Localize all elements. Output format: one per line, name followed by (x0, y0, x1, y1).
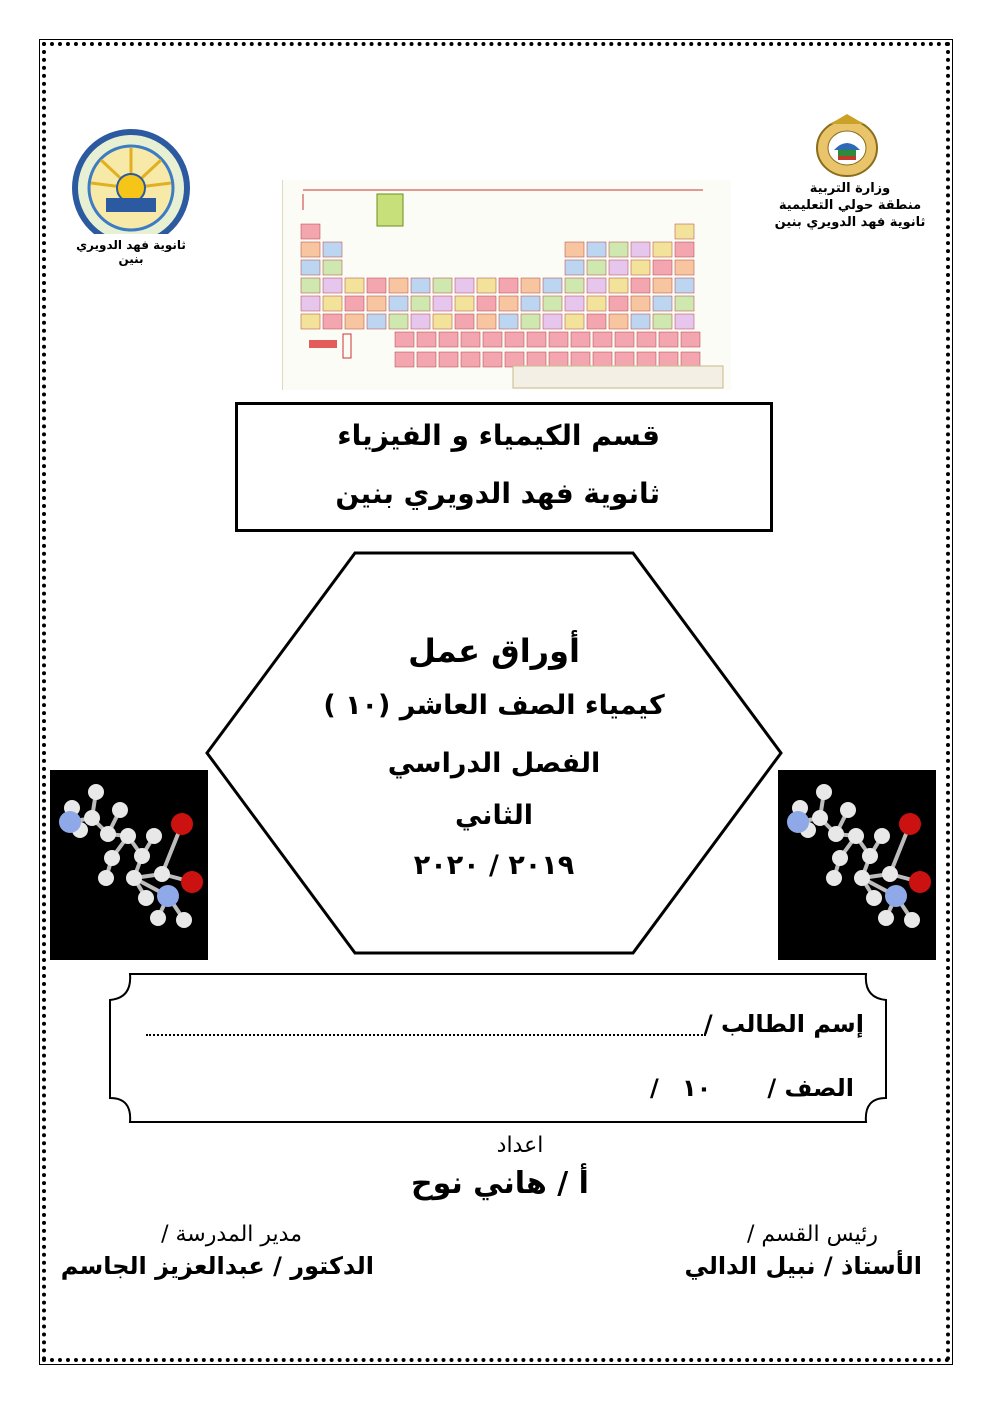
element-cell (389, 278, 408, 293)
element-cell (565, 296, 584, 311)
element-cell (323, 260, 342, 275)
molecule-atom (171, 813, 193, 835)
student-name-label: إسم الطالب / (703, 1010, 864, 1038)
element-cell (367, 314, 386, 329)
molecule-atom (146, 828, 162, 844)
molecule-atom (138, 890, 154, 906)
element-cell (615, 352, 634, 367)
element-cell (543, 314, 562, 329)
element-cell (549, 352, 568, 367)
element-cell (301, 296, 320, 311)
molecule-atom (59, 811, 81, 833)
element-cell (631, 242, 650, 257)
element-cell (615, 332, 634, 347)
element-cell (323, 278, 342, 293)
element-cell (345, 278, 364, 293)
molecule-atom (126, 870, 142, 886)
element-cell (637, 352, 656, 367)
semester-label: الفصل الدراسي (387, 748, 601, 779)
element-cell (345, 296, 364, 311)
element-cell (389, 314, 408, 329)
molecule-atom (816, 784, 832, 800)
molecule-atom (862, 848, 878, 864)
element-cell (417, 332, 436, 347)
subject-grade: كيمياء الصف العاشر (١٠ ) (323, 690, 665, 721)
element-cell (675, 224, 694, 239)
school-line: ثانوية فهد الدويري بنين (774, 215, 926, 230)
element-cell (675, 296, 694, 311)
periodic-table-image (282, 180, 731, 390)
class-separator: / (650, 1074, 659, 1102)
element-cell (345, 314, 364, 329)
element-cell (587, 242, 606, 257)
element-cell (609, 242, 628, 257)
element-cell (505, 332, 524, 347)
molecule-atom (112, 802, 128, 818)
molecule-atom (98, 870, 114, 886)
element-cell (455, 296, 474, 311)
molecule-atom (150, 910, 166, 926)
molecule-atom (88, 784, 104, 800)
molecule-atom (854, 870, 870, 886)
element-cell (301, 260, 320, 275)
element-cell (323, 314, 342, 329)
element-cell (433, 314, 452, 329)
element-cell (565, 260, 584, 275)
molecule-atom (866, 890, 882, 906)
element-cell (301, 224, 320, 239)
element-cell (653, 278, 672, 293)
element-cell (417, 352, 436, 367)
element-cell (411, 278, 430, 293)
molecule-atom (812, 810, 828, 826)
element-cell (301, 314, 320, 329)
element-cell (675, 260, 694, 275)
element-cell (609, 314, 628, 329)
element-cell (389, 296, 408, 311)
element-cell (631, 260, 650, 275)
molecule-atom (104, 850, 120, 866)
element-cell (395, 352, 414, 367)
element-cell (565, 314, 584, 329)
element-cell (433, 278, 452, 293)
element-cell (565, 242, 584, 257)
department-head-name: الأستاذ / نبيل الدالي (684, 1252, 922, 1280)
molecule-atom (157, 885, 179, 907)
element-cell (461, 332, 480, 347)
molecule-atom (840, 802, 856, 818)
element-cell (499, 278, 518, 293)
element-cell (477, 314, 496, 329)
element-cell (587, 260, 606, 275)
ministry-emblem (808, 112, 886, 180)
molecule-atom (787, 811, 809, 833)
molecule-atom (828, 826, 844, 842)
element-cell (571, 332, 590, 347)
element-cell (461, 352, 480, 367)
element-cell (631, 314, 650, 329)
molecule-atom (878, 910, 894, 926)
school-logo-caption: ثانوية فهد الدويري بنين (76, 238, 186, 266)
molecule-atom (100, 826, 116, 842)
molecule-image-right (778, 770, 936, 960)
element-cell (565, 278, 584, 293)
element-cell (609, 296, 628, 311)
element-cell (587, 296, 606, 311)
element-cell (527, 352, 546, 367)
element-cell (543, 296, 562, 311)
semester-value: الثاني (454, 800, 533, 831)
element-cell (505, 352, 524, 367)
molecule-atom (134, 848, 150, 864)
class-value: ١٠ (682, 1074, 712, 1102)
molecule-atom (84, 810, 100, 826)
molecule-atom (904, 912, 920, 928)
prepared-by-label: اعداد (496, 1133, 544, 1158)
element-cell (301, 278, 320, 293)
element-cell (681, 352, 700, 367)
molecule-atom (882, 866, 898, 882)
molecule-atom (154, 866, 170, 882)
element-cell (411, 296, 430, 311)
department-title: قسم الكيمياء و الفيزياء (337, 419, 660, 452)
school-title: ثانوية فهد الدويري بنين (335, 477, 660, 510)
ministry-line: وزارة التربية (809, 181, 891, 196)
ministry-header (760, 180, 940, 231)
element-cell (653, 296, 672, 311)
district-line: منطقة حولي التعليمية (778, 198, 922, 213)
element-cell (521, 296, 540, 311)
principal-label: مدير المدرسة / (161, 1222, 302, 1247)
element-cell (659, 332, 678, 347)
element-cell (477, 296, 496, 311)
molecule-atom (120, 828, 136, 844)
element-cell (653, 260, 672, 275)
element-cell (439, 352, 458, 367)
element-cell (455, 314, 474, 329)
element-cell (593, 352, 612, 367)
molecule-atom (176, 912, 192, 928)
element-cell (477, 278, 496, 293)
class-label: الصف / (767, 1074, 854, 1102)
element-cell (653, 314, 672, 329)
element-cell (323, 296, 342, 311)
molecule-atom (826, 870, 842, 886)
element-cell (301, 242, 320, 257)
element-cell (433, 296, 452, 311)
element-cell (499, 314, 518, 329)
element-cell (593, 332, 612, 347)
molecule-atom (848, 828, 864, 844)
element-cell (653, 242, 672, 257)
element-cell (609, 260, 628, 275)
element-cell (367, 278, 386, 293)
element-cell (587, 278, 606, 293)
principal-name: الدكتور / عبدالعزيز الجاسم (60, 1252, 374, 1280)
element-cell (659, 352, 678, 367)
element-cell (521, 278, 540, 293)
element-cell (631, 296, 650, 311)
molecule-image-left (50, 770, 208, 960)
element-cell (367, 296, 386, 311)
element-cell (411, 314, 430, 329)
student-name-field[interactable] (146, 1034, 706, 1036)
element-cell (439, 332, 458, 347)
academic-year: ٢٠١٩ / ٢٠٢٠ (413, 850, 575, 881)
element-cell (675, 242, 694, 257)
element-cell (543, 278, 562, 293)
department-title-box (235, 402, 773, 532)
element-cell (527, 332, 546, 347)
molecule-atom (909, 871, 931, 893)
molecule-atom (832, 850, 848, 866)
element-cell (631, 278, 650, 293)
element-cell (549, 332, 568, 347)
element-cell (499, 296, 518, 311)
worksheets-title: أوراق عمل (408, 632, 580, 670)
element-cell (609, 278, 628, 293)
department-head-label: رئيس القسم / (746, 1222, 878, 1247)
molecule-atom (899, 813, 921, 835)
element-cell (675, 314, 694, 329)
molecule-atom (874, 828, 890, 844)
element-cell (323, 242, 342, 257)
element-cell (483, 352, 502, 367)
element-cell (637, 332, 656, 347)
element-cell (587, 314, 606, 329)
molecule-atom (181, 871, 203, 893)
element-cell (483, 332, 502, 347)
element-cell (675, 278, 694, 293)
element-cell (455, 278, 474, 293)
element-cell (571, 352, 590, 367)
author-name: أ / هاني نوح (411, 1166, 589, 1201)
element-cell (521, 314, 540, 329)
element-cell (681, 332, 700, 347)
molecule-atom (885, 885, 907, 907)
element-cell (395, 332, 414, 347)
